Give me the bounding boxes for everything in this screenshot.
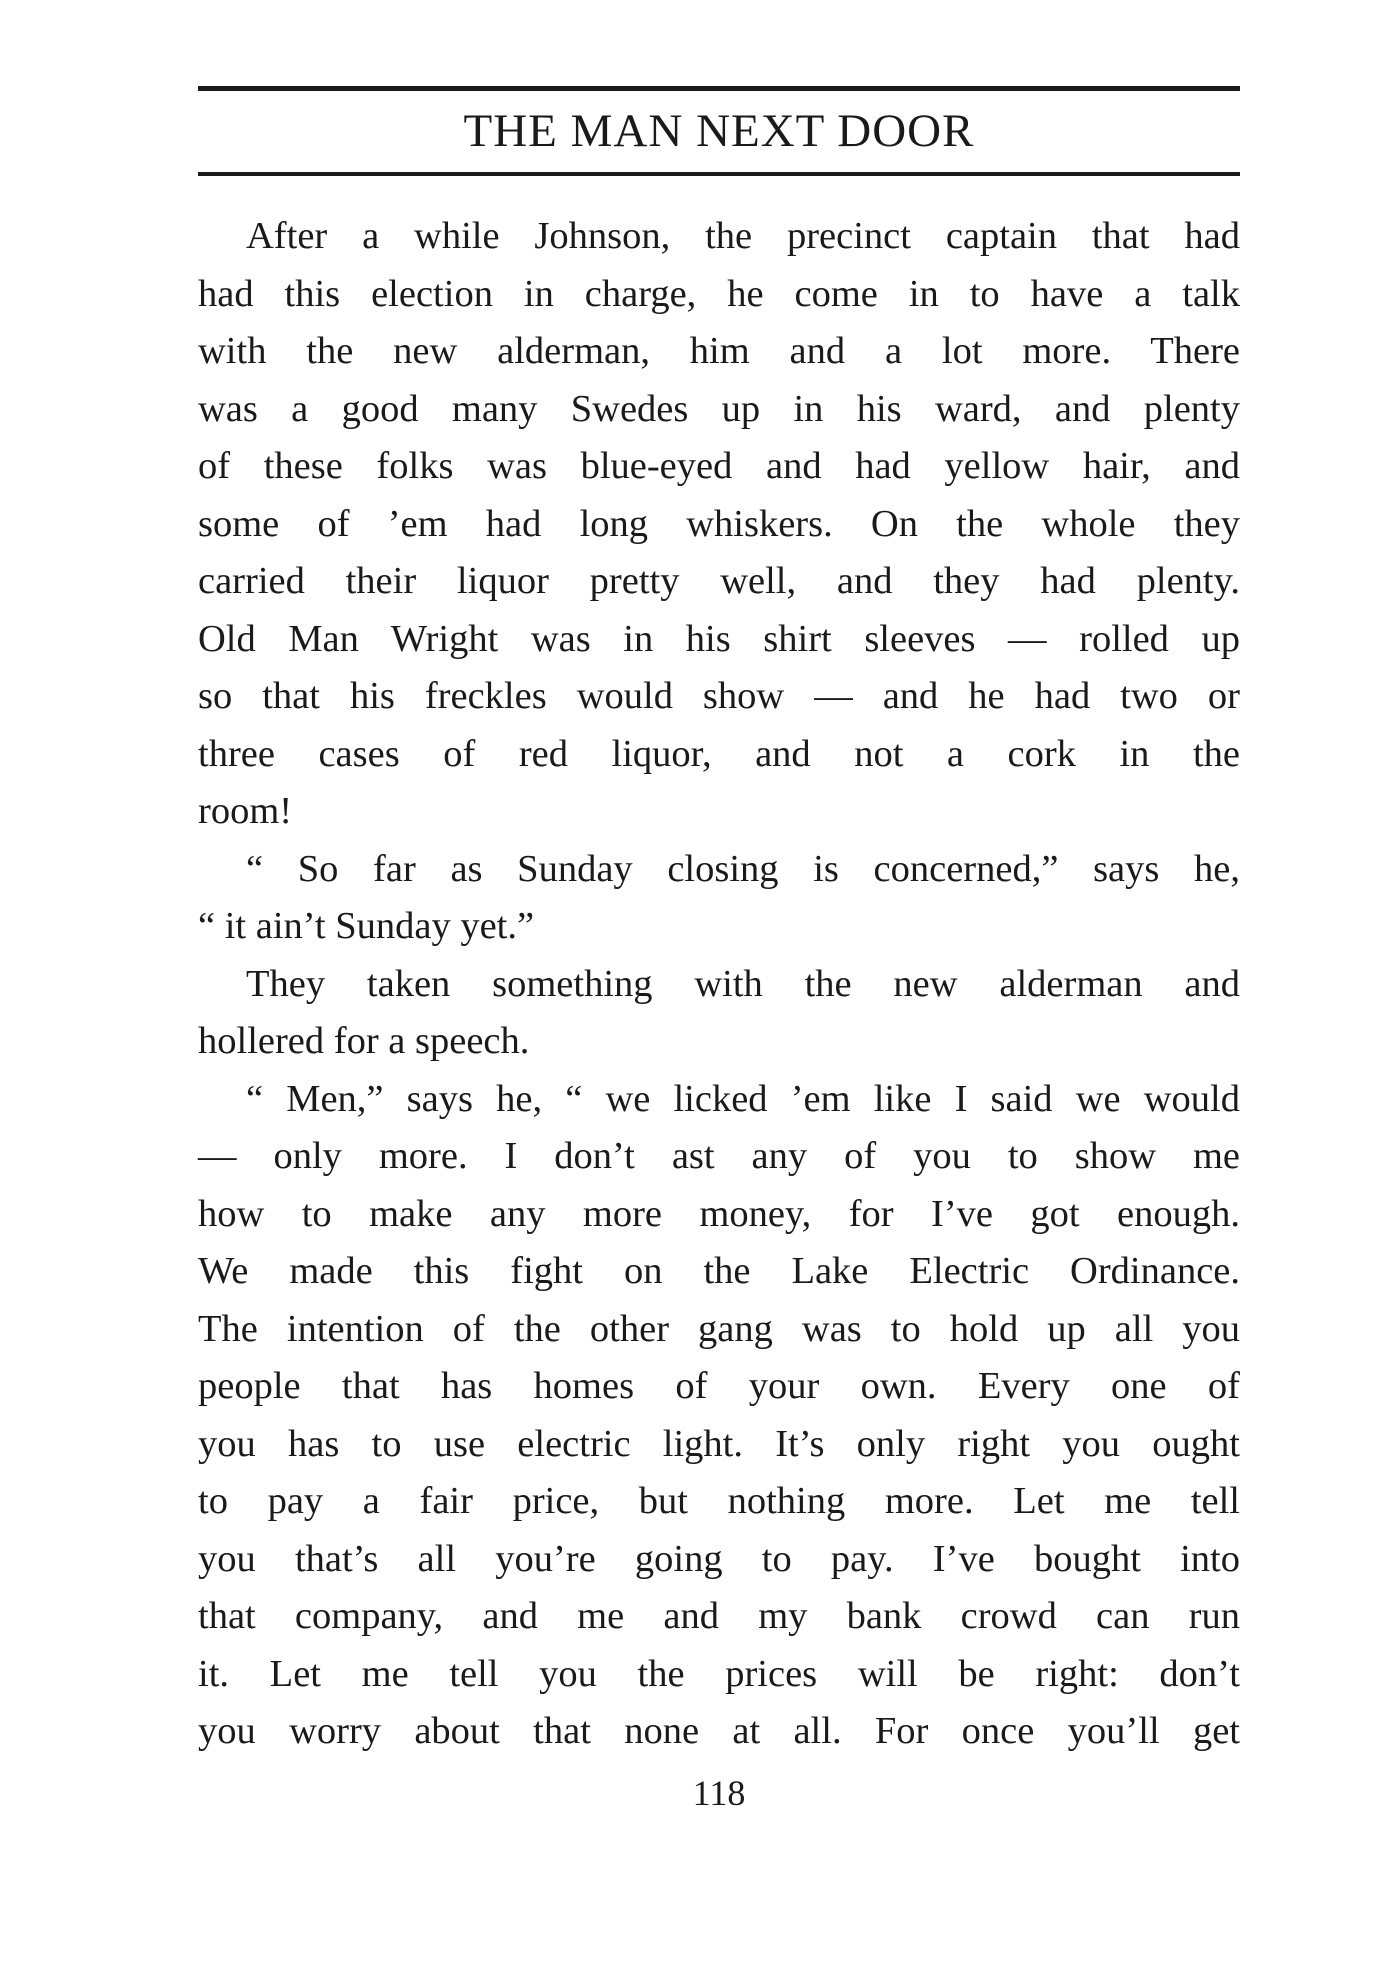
text-line: “ Men,” says he, “ we licked ’em like I said we would [246,1077,1240,1120]
text-line: you has to use electric light. It’s only right you ought [198,1422,1240,1465]
text-line: “ it ain’t Sunday yet.” [198,905,535,947]
text-line: After a while Johnson, the precinct captain that had [246,215,1240,257]
text-line: of these folks was blue-eyed and had yellow hair, and [198,445,1240,487]
text-line: They taken something with the new alderman and [246,962,1240,1005]
text-line: room! [198,790,293,832]
header-rule-bottom [198,172,1240,176]
page-number: 118 [692,1773,746,1813]
text-line: people that has homes of your own. Every one of [198,1365,1240,1407]
text-line: with the new alderman, him and a lot more. There [198,330,1240,372]
text-line: how to make any more money, for I’ve got enough. [198,1192,1240,1235]
running-title: THE MAN NEXT DOOR [463,105,975,157]
header-rule-top [198,86,1240,91]
text-line: to pay a fair price, but nothing more. Let me tell [198,1480,1240,1522]
text-line: it. Let me tell you the prices will be right: don’t [198,1652,1240,1695]
text-line: carried their liquor pretty well, and they had plenty. [198,560,1240,602]
text-line: “ So far as Sunday closing is concerned,” says he, [246,847,1240,890]
text-line: — only more. I don’t ast any of you to show me [198,1135,1240,1177]
text-line: that company, and me and my bank crowd can run [198,1595,1240,1637]
text-line: you that’s all you’re going to pay. I’ve bought into [198,1537,1240,1580]
text-line: some of ’em had long whiskers. On the whole they [198,502,1240,545]
text-line: Old Man Wright was in his shirt sleeves — rolled up [198,617,1240,660]
body-text [198,208,1240,1761]
text-line: three cases of red liquor, and not a cork in the [198,732,1240,775]
text-line: We made this fight on the Lake Electric Ordinance. [198,1250,1240,1292]
text-line: was a good many Swedes up in his ward, and plenty [198,387,1240,430]
text-line: you worry about that none at all. For once you’ll get [198,1710,1240,1752]
text-line: had this election in charge, he come in to have a talk [198,272,1240,315]
text-line: The intention of the other gang was to hold up all you [198,1307,1240,1350]
text-line: so that his freckles would show — and he had two or [198,675,1240,717]
text-line: hollered for a speech. [198,1020,530,1062]
